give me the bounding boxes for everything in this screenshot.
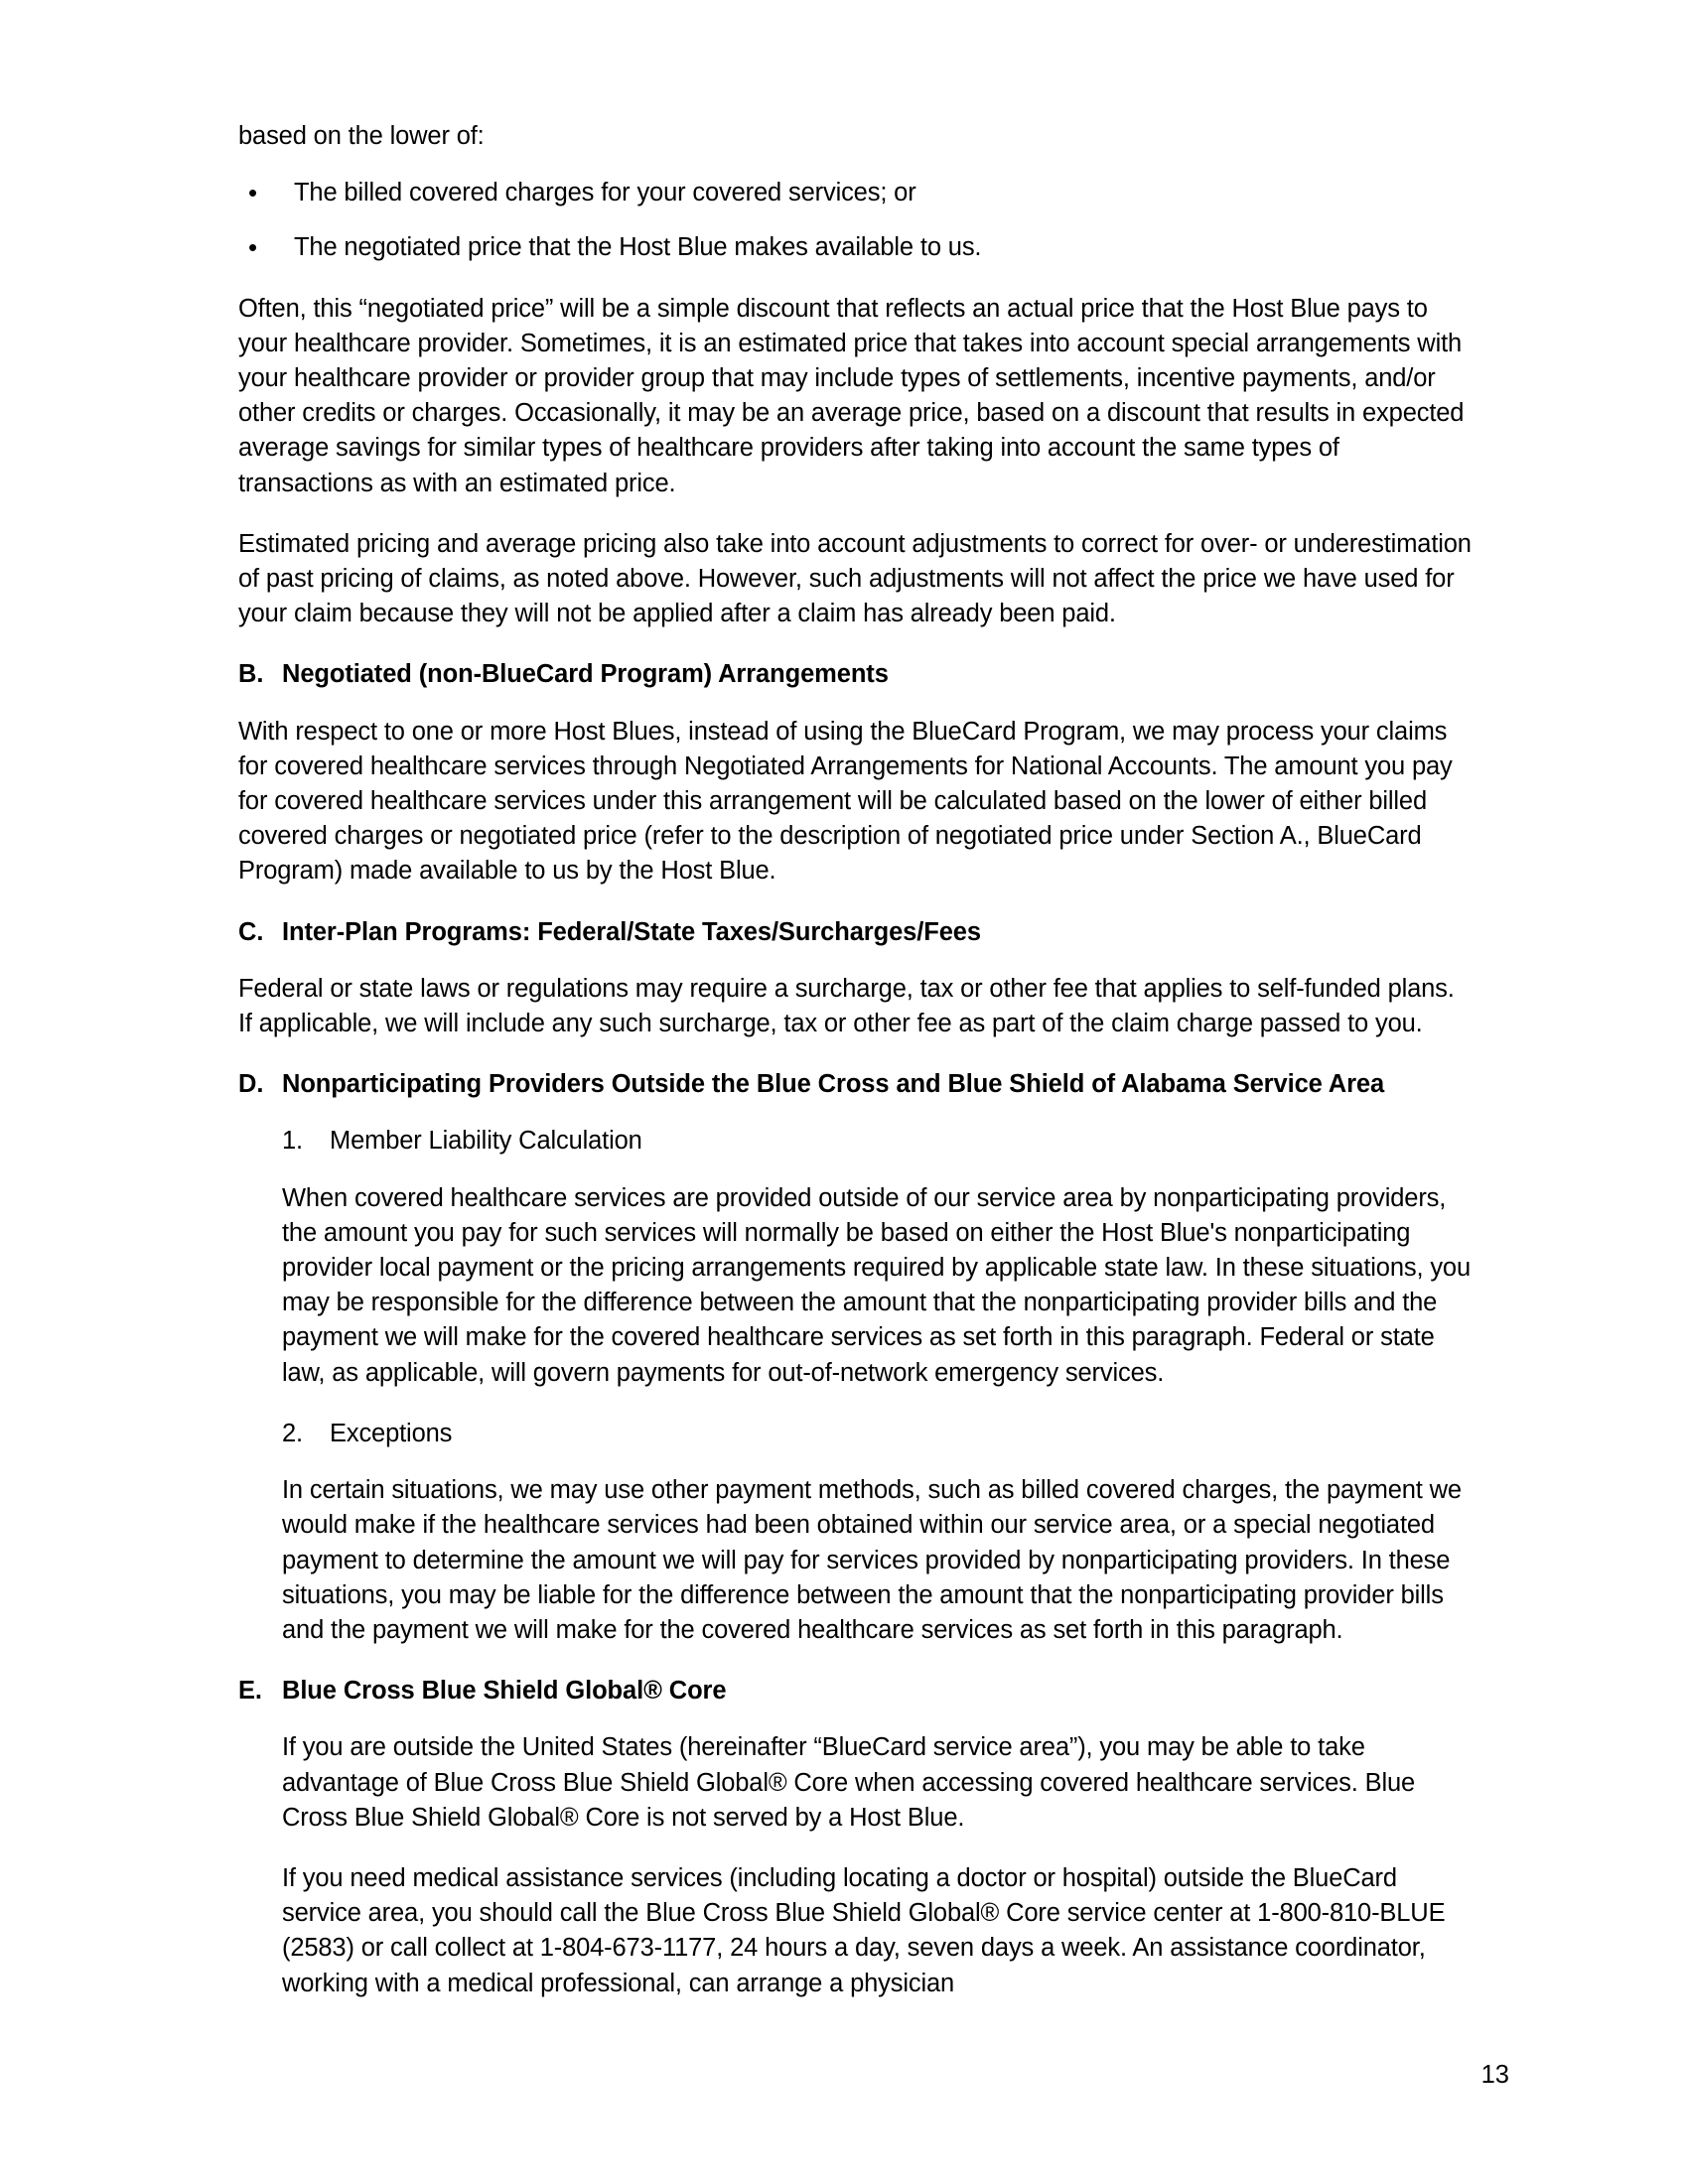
section-heading-e	[238, 1674, 1475, 1708]
section-d-subitems	[282, 1124, 1475, 1648]
lead-paragraph: based on the lower of:	[238, 122, 485, 150]
subitem-heading-2	[282, 1417, 1475, 1451]
subitem-number: 2.	[282, 1419, 303, 1447]
section-heading-d	[238, 1067, 1475, 1102]
subitem-number: 1.	[282, 1127, 303, 1156]
paragraph-estimated-pricing: Estimated pricing and average pricing also take into account adjustments to correct for over- or underestimation of past pricing of claims, as noted above. However, such adjustments will not affect the price we have used for your claim because they will not be applied after a claim has already been paid.	[238, 529, 1472, 628]
section-b-paragraph: With respect to one or more Host Blues, instead of using the BlueCard Program, we may process your claims for covered healthcare services through Negotiated Arrangements for National Accounts. The amount you pay for covered healthcare services under this arrangement will be calculated based on the lower of either billed covered charges or negotiated price (refer to the description of negotiated price under Section A., BlueCard Program) made available to us by the Host Blue.	[238, 717, 1453, 886]
section-e-paragraph-1: If you are outside the United States (hereinafter “BlueCard service area”), you may be able to take advantage of Blue Cross Blue Shield Global® Core when accessing covered healthcare services. Blue Cross Blue Shield Global® Core is not served by a Host Blue.	[282, 1733, 1416, 1832]
bullet-icon: •	[248, 178, 257, 208]
page-content	[238, 119, 1475, 2001]
bullet-list	[238, 176, 1475, 265]
section-title: Negotiated (non-BlueCard Program) Arrangements	[282, 660, 889, 689]
subitem-2-paragraph: In certain situations, we may use other payment methods, such as billed covered charges, the payment we would make if the healthcare services had been obtained within our service area, or a special negotiated payment to determine the amount we will pay for services provided by nonparticipating providers. In these situations, you may be liable for the difference between the amount that the nonparticipating provider bills and the payment we will make for the covered healthcare services as set forth in this paragraph.	[282, 1476, 1462, 1644]
section-e-body	[282, 1730, 1475, 2000]
section-heading-b	[238, 657, 1475, 692]
list-item	[238, 230, 1475, 265]
page-number: 13	[1480, 2061, 1509, 2089]
section-title: Blue Cross Blue Shield Global® Core	[282, 1677, 727, 1706]
bullet-icon: •	[248, 232, 257, 263]
subitem-title: Exceptions	[330, 1419, 453, 1447]
section-heading-c	[238, 915, 1475, 950]
section-letter: B.	[238, 660, 264, 689]
section-e-paragraph-2: If you need medical assistance services (including locating a doctor or hospital) outside the BlueCard service area, you should call the Blue Cross Blue Shield Global® Core service center at 1-800-810-BLUE (2583) or call collect at 1-804-673-1177, 24 hours a day, seven days a week. An assistance coordinator, working with a medical professional, can arrange a physician	[282, 1863, 1446, 1997]
section-title: Nonparticipating Providers Outside the Blue Cross and Blue Shield of Alabama Service Area	[282, 1070, 1385, 1099]
subitem-title: Member Liability Calculation	[330, 1127, 642, 1156]
section-letter: C.	[238, 917, 264, 946]
subitem-heading-1	[282, 1124, 1475, 1159]
list-item	[238, 176, 1475, 210]
section-c-paragraph: Federal or state laws or regulations may require a surcharge, tax or other fee that applies to self-funded plans. If applicable, we will include any such surcharge, tax or other fee as part of the claim charge passed to you.	[238, 974, 1455, 1038]
paragraph-negotiated-price: Often, this “negotiated price” will be a simple discount that reflects an actual price that the Host Blue pays to your healthcare provider. Sometimes, it is an estimated price that takes into account special arrangements with your healthcare provider or provider group that may include types of settlements, incentive payments, and/or other credits or charges. Occasionally, it may be an average price, based on a discount that results in expected average savings for similar types of healthcare providers after taking into account the same types of transactions as with an estimated price.	[238, 294, 1465, 497]
section-letter: E.	[238, 1677, 262, 1706]
section-letter: D.	[238, 1070, 264, 1099]
section-title: Inter-Plan Programs: Federal/State Taxes/Surcharges/Fees	[282, 917, 981, 946]
subitem-1-paragraph: When covered healthcare services are provided outside of our service area by nonparticipating providers, the amount you pay for such services will normally be based on either the Host Blue's nonparticipating provider local payment or the pricing arrangements required by applicable state law. In these situations, you may be responsible for the difference between the amount that the nonparticipating provider bills and the payment we will make for the covered healthcare services as set forth in this paragraph. Federal or state law, as applicable, will govern payments for out-of-network emergency services.	[282, 1183, 1471, 1387]
list-item-text: The billed covered charges for your covered services; or	[294, 179, 916, 207]
list-item-text: The negotiated price that the Host Blue makes available to us.	[294, 233, 982, 262]
